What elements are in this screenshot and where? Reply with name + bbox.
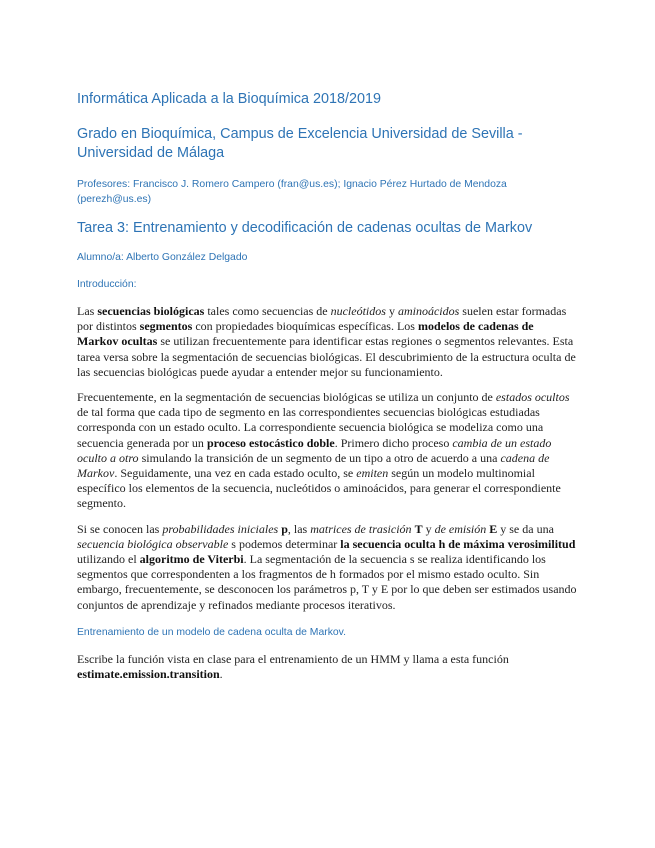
course-title: Informática Aplicada a la Bioquímica 2018/2019 [77,91,381,107]
intro-heading: Introducción: [77,279,137,290]
paragraph-viterbi: Si se conocen las probabilidades iniciales p, las matrices de trasición T y de emisión E y se da una secuencia biológica observable s podemos determinar la secuencia oculta h de máxima verosimilitud utilizando el algoritmo de Viterbi. La segmentación de la secuencia s se realiza identificando los segmentos que correspondenten a los fragmentos de h formados por el mismo estado oculto. Sin embargo, frecuentemente, se desconocen los parámetros p, T y E por lo que deben ser estimados usando conjuntos de aprendizaje y refinados mediante procesos iterativos. [77,521,577,612]
student-line: Alumno/a: Alberto González Delgado [77,252,248,263]
document-content [77,90,577,682]
degree-line: Grado en Bioquímica, Campus de Excelencia Universidad de Sevilla - Universidad de Málaga [77,126,523,161]
paragraph-funcion: Escribe la función vista en clase para el entrenamiento de un HMM y llama a esta función estimate.emission.transition. [77,651,509,682]
section-heading-entrenamiento: Entrenamiento de un modelo de cadena oculta de Markov. [77,626,346,638]
professors-line: Profesores: Francisco J. Romero Campero (fran@us.es); Ignacio Pérez Hurtado de Mendoza (perezh@us.es) [77,179,507,205]
paragraph-estados-ocultos: Frecuentemente, en la segmentación de secuencias biológicas se utiliza un conjunto de estados ocultos de tal forma que cada tipo de segmento en las correspondientes secuencias biológicas estudiadas corresponda con un estado oculto. La correspondiente secuencia biológica se modeliza como una secuencia generada por un proceso estocástico doble. Primero dicho proceso cambia de un estado oculto a otro simulando la transición de un segmento de un tipo a otro de acuerdo a una cadena de Markov. Seguidamente, una vez en cada estado oculto, se emiten según un modelo multinomial específico los elementos de la secuencia, nucleótidos o aminoácidos, para generar el correspondiente segmento. [77,390,570,511]
paragraph-secuencias: Las secuencias biológicas tales como secuencias de nucleótidos y aminoácidos suelen estar formadas por distintos segmentos con propiedades bioquímicas específicas. Los modelos de cadenas de Markov ocultas se utilizan frecuentemente para identificar estas regiones o segmentos relevantes. Esta tarea versa sobre la segmentación de secuencias biológicas. El descubrimiento de la estructura oculta de las secuencias biológicas puede ayudar a entender mejor su funcionamiento. [77,304,576,379]
task-title: Tarea 3: Entrenamiento y decodificación de cadenas ocultas de Markov [77,220,533,236]
